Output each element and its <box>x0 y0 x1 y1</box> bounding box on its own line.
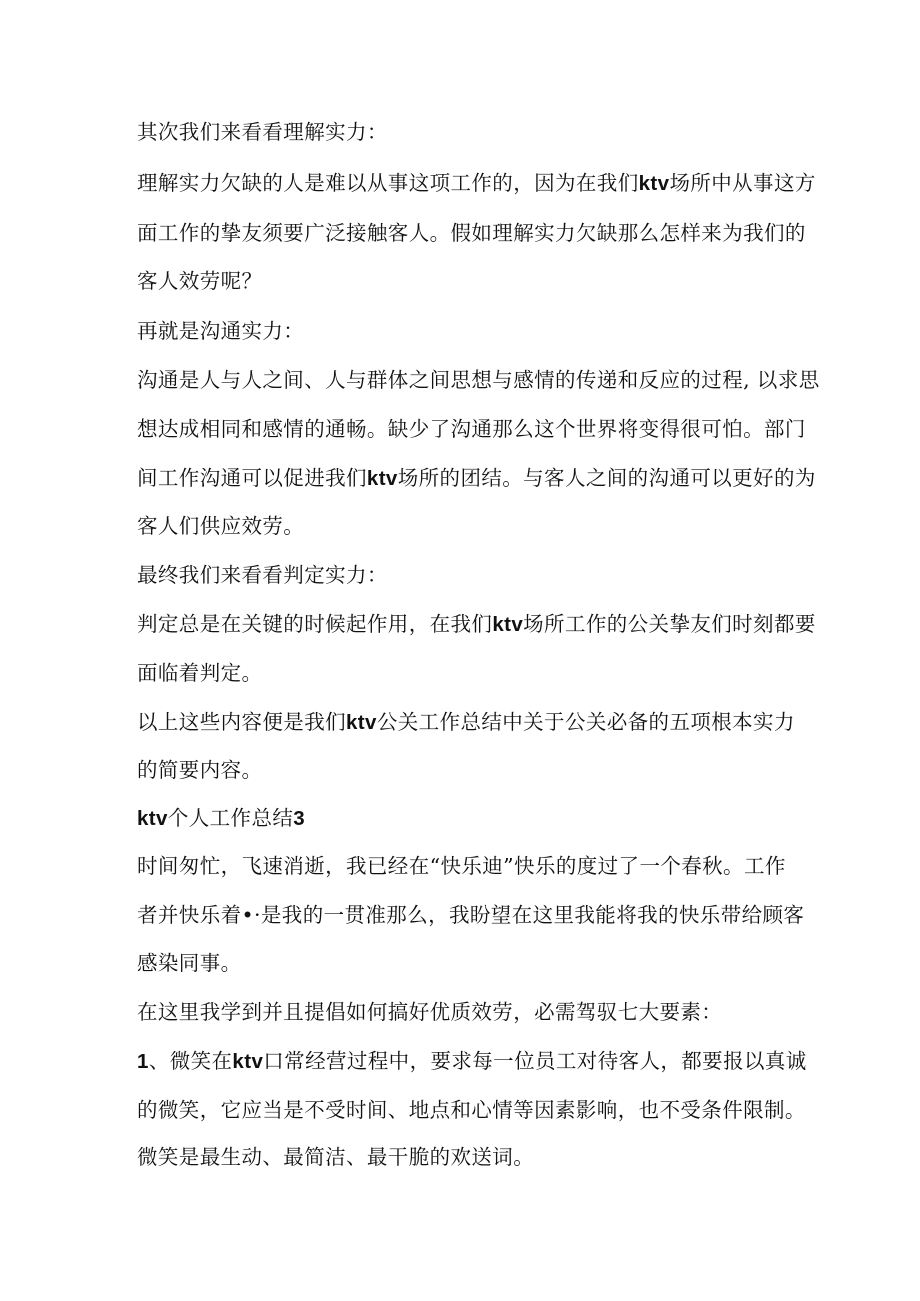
text-latin: ktv <box>492 613 524 636</box>
text: 的微笑，它应当是不受时间、地点和心情等因素影响，也不受条件限制。 <box>137 1098 806 1122</box>
text: 的简要内容。 <box>137 758 263 782</box>
section-heading <box>137 803 305 834</box>
text-line <box>137 414 806 444</box>
text: 场所中从事这方 <box>669 171 816 195</box>
text: 场所工作的公关挚友们时刻都要 <box>523 612 816 636</box>
text: 微笑是最生动、最简洁、最干脆的欢送词。 <box>137 1145 535 1169</box>
text: 、微笑在 <box>148 1049 233 1073</box>
text: 感染同事。 <box>137 951 242 975</box>
text-line <box>137 511 304 541</box>
text: 公关工作总结中关于公关必备的五项根本实力 <box>376 710 795 734</box>
text-latin: ktv <box>638 172 670 195</box>
text-line <box>137 900 804 930</box>
text-line <box>137 560 388 590</box>
text: 客人效劳呢？ <box>137 269 263 293</box>
text-line <box>137 316 304 346</box>
text-line <box>137 168 816 199</box>
text: 以上这些内容便是我们 <box>137 710 346 734</box>
list-item-line <box>137 1046 807 1077</box>
heading-number: 3 <box>293 807 306 830</box>
text: 场所的团结。与客人之间的沟通可以更好的为 <box>397 466 816 490</box>
text: 面临着判定。 <box>137 661 263 685</box>
text-line <box>137 755 262 785</box>
text: 间工作沟通可以促进我们 <box>137 466 367 490</box>
text-line <box>137 1095 806 1125</box>
text: 客人们供应效劳。 <box>137 514 305 538</box>
text: 时间匆忙，飞速消逝，我已经在“快乐迪”快乐的度过了一个春秋。工作 <box>137 854 786 878</box>
text-line <box>137 997 722 1027</box>
text: 最终我们来看看判定实力： <box>137 563 388 587</box>
text-latin: ktv <box>346 711 377 734</box>
text: 面工作的挚友须要广泛接触客人。假如理解实力欠缺那么怎样来为我们的 <box>137 221 806 245</box>
list-number: 1 <box>137 1050 149 1073</box>
text-line <box>137 365 820 395</box>
text-line <box>137 707 795 738</box>
text-line <box>137 1142 534 1172</box>
text: 在这里我学到并且提倡如何搞好优质效劳，必需驾驭七大要素： <box>137 1000 723 1024</box>
text-line <box>137 948 242 978</box>
heading-text: 个人工作总结 <box>167 806 294 830</box>
text-latin: ktv <box>366 467 398 490</box>
text-line <box>137 117 388 147</box>
text: 理解实力欠缺的人是难以从事这项工作的，因为在我们 <box>137 171 639 195</box>
text: 想达成相同和感情的通畅。缺少了沟通那么这个世界将变得很可怕。部门 <box>137 417 806 441</box>
text: 判定总是在关键的时候起作用，在我们 <box>137 612 493 636</box>
text: 再就是沟通实力： <box>137 319 305 343</box>
text: 者并快乐着•·是我的一贯准那么，我盼望在这里我能将我的快乐带给顾客 <box>137 903 805 927</box>
text: 沟通是人与人之间、人与群体之间思想与感情的传递和反应的过程, 以求思 <box>137 368 820 392</box>
text-line <box>137 218 806 248</box>
text-line <box>137 851 786 881</box>
text-latin: ktv <box>232 1050 264 1073</box>
text-line <box>137 658 262 688</box>
text-line <box>137 266 262 296</box>
text-line <box>137 463 816 494</box>
text: 其次我们来看看理解实力： <box>137 120 388 144</box>
text: 口常经营过程中，要求每一位员工对待客人，都要报以真诚 <box>263 1049 807 1073</box>
text-line <box>137 609 816 640</box>
heading-latin: ktv <box>137 807 168 830</box>
